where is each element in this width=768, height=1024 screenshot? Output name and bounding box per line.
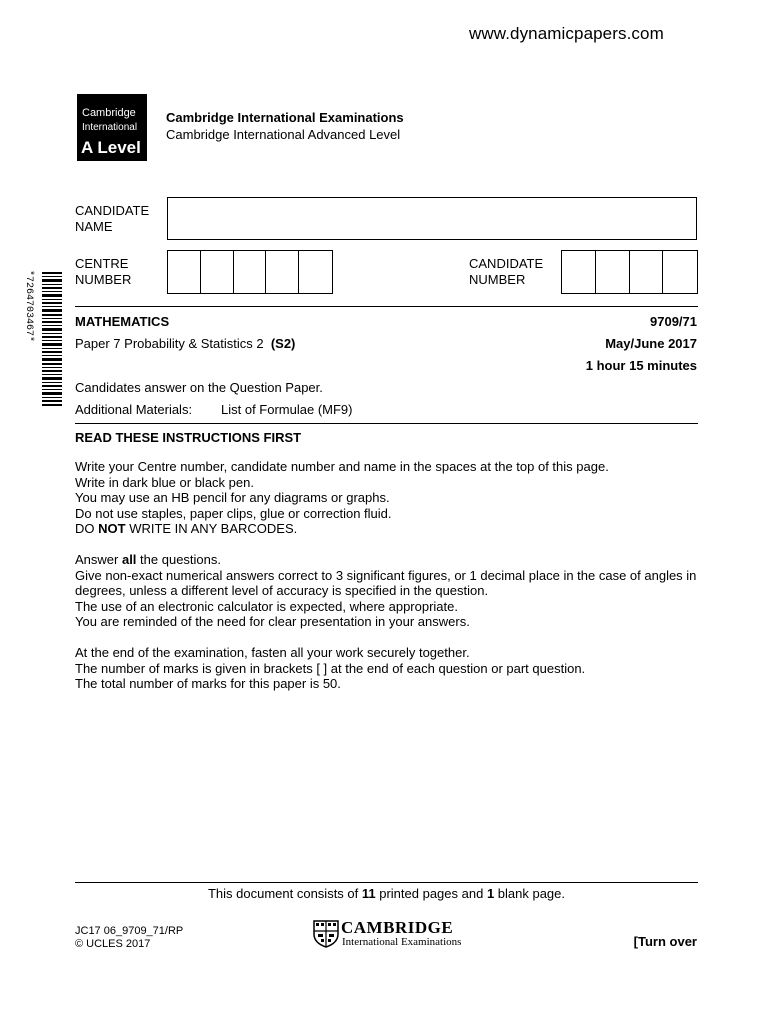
logo-line-2: International [82, 122, 138, 133]
candidate-name-label-line2: NAME [75, 219, 113, 234]
instruction-line: The total number of marks for this paper is 50. [75, 676, 341, 691]
page-count-note [75, 886, 698, 901]
centre-number-digit-box[interactable] [299, 251, 332, 293]
instructions-block-2 [75, 552, 705, 630]
answer-all-instruction [75, 552, 221, 567]
instruction-line: The use of an electronic calculator is expected, where appropriate. [75, 598, 458, 614]
page-count-pre: This document consists of [207, 886, 362, 901]
candidate-number-digit-box[interactable] [630, 251, 664, 293]
blank-pages-count: 1 [486, 886, 495, 901]
cambridge-a-level-logo [77, 94, 147, 161]
answer-instruction-post: the questions. [136, 552, 221, 567]
centre-number-digit-box[interactable] [201, 251, 234, 293]
instruction-line: At the end of the examination, fasten all your work securely together. [75, 645, 470, 660]
barcode-text: *7264703467* [23, 270, 34, 343]
candidate-number-label-line1: CANDIDATE [469, 256, 544, 271]
candidate-name-label [75, 203, 149, 235]
exam-session: May/June 2017 [605, 336, 697, 351]
paper-code: 9709/71 [650, 314, 697, 329]
printed-pages-count: 11 [361, 886, 376, 901]
divider-top [75, 306, 698, 307]
paper-title [75, 336, 295, 351]
centre-number-digit-box[interactable] [168, 251, 201, 293]
exam-duration: 1 hour 15 minutes [585, 358, 697, 373]
barcode-instruction-post: WRITE IN ANY BARCODES. [125, 521, 298, 536]
instruction-line: You may use an HB pencil for any diagrams or graphs. [75, 490, 390, 505]
instruction-line: Write your Centre number, candidate number and name in the spaces at the top of this page. [75, 459, 609, 474]
candidate-number-boxes [561, 250, 698, 294]
centre-number-label-line2: NUMBER [75, 272, 132, 287]
instruction-line: Write in dark blue or black pen. [75, 474, 254, 490]
page-count-post: blank page. [494, 886, 566, 901]
exam-board-name: Cambridge International Examinations [166, 110, 404, 125]
divider-footer [75, 882, 698, 883]
candidate-name-field[interactable] [167, 197, 697, 240]
page-count-mid: printed pages and [375, 886, 487, 901]
instruction-line: You are reminded of the need for clear presentation in your answers. [75, 614, 470, 629]
centre-number-label-line1: CENTRE [75, 256, 129, 271]
candidate-number-digit-box[interactable] [562, 251, 596, 293]
answer-instruction-emphasis: all [121, 552, 137, 567]
cambridge-wordmark: CAMBRIDGE [341, 918, 454, 937]
candidate-number-digit-box[interactable] [596, 251, 630, 293]
centre-number-label [75, 256, 131, 288]
document-reference: JC17 06_9709_71/RP [75, 925, 184, 937]
instructions-heading: READ THESE INSTRUCTIONS FIRST [75, 430, 302, 445]
barcode-instruction [75, 521, 297, 536]
instruction-line: The number of marks is given in brackets [ ] at the end of each question or part question. [75, 660, 586, 676]
answer-note: Candidates answer on the Question Paper. [75, 380, 323, 395]
centre-number-digit-box[interactable] [234, 251, 267, 293]
logo-line-3: A Level [81, 138, 141, 157]
instructions-block-3 [75, 645, 705, 692]
logo-line-1: Cambridge [82, 107, 136, 119]
subject-title: MATHEMATICS [75, 314, 170, 329]
barcode-instruction-pre: DO [75, 521, 99, 536]
candidate-number-digit-box[interactable] [663, 251, 697, 293]
instructions-block-1 [75, 459, 705, 537]
materials-value: List of Formulae (MF9) [221, 402, 353, 417]
paper-title-text: Paper 7 Probability & Statistics 2 [75, 336, 264, 351]
candidate-name-label-line1: CANDIDATE [75, 203, 150, 218]
website-url: www.dynamicpapers.com [469, 24, 664, 43]
qualification-name: Cambridge International Advanced Level [166, 127, 401, 142]
instructions-body [75, 459, 705, 707]
divider-instructions [75, 423, 698, 424]
paper-component-code: (S2) [270, 336, 296, 351]
turn-over-note: [Turn over [633, 934, 697, 949]
candidate-number-label [469, 256, 543, 288]
materials-label: Additional Materials: [75, 402, 193, 417]
cambridge-wordmark-subtitle: International Examinations [342, 936, 462, 948]
answer-instruction-pre: Answer [75, 552, 122, 567]
copyright-notice: © UCLES 2017 [75, 938, 151, 950]
instruction-line: Give non-exact numerical answers correct to 3 significant figures, or 1 decimal place in the case of angles in degrees, unless a different level of accuracy is specified in the question. [75, 567, 697, 598]
barcode-instruction-emphasis: NOT [98, 521, 126, 536]
candidate-number-label-line2: NUMBER [469, 272, 526, 287]
instruction-line: Do not use staples, paper clips, glue or correction fluid. [75, 505, 392, 521]
centre-number-digit-box[interactable] [266, 251, 299, 293]
centre-number-boxes [167, 250, 333, 294]
cambridge-crest-icon [313, 920, 339, 948]
barcode-image [22, 270, 62, 410]
